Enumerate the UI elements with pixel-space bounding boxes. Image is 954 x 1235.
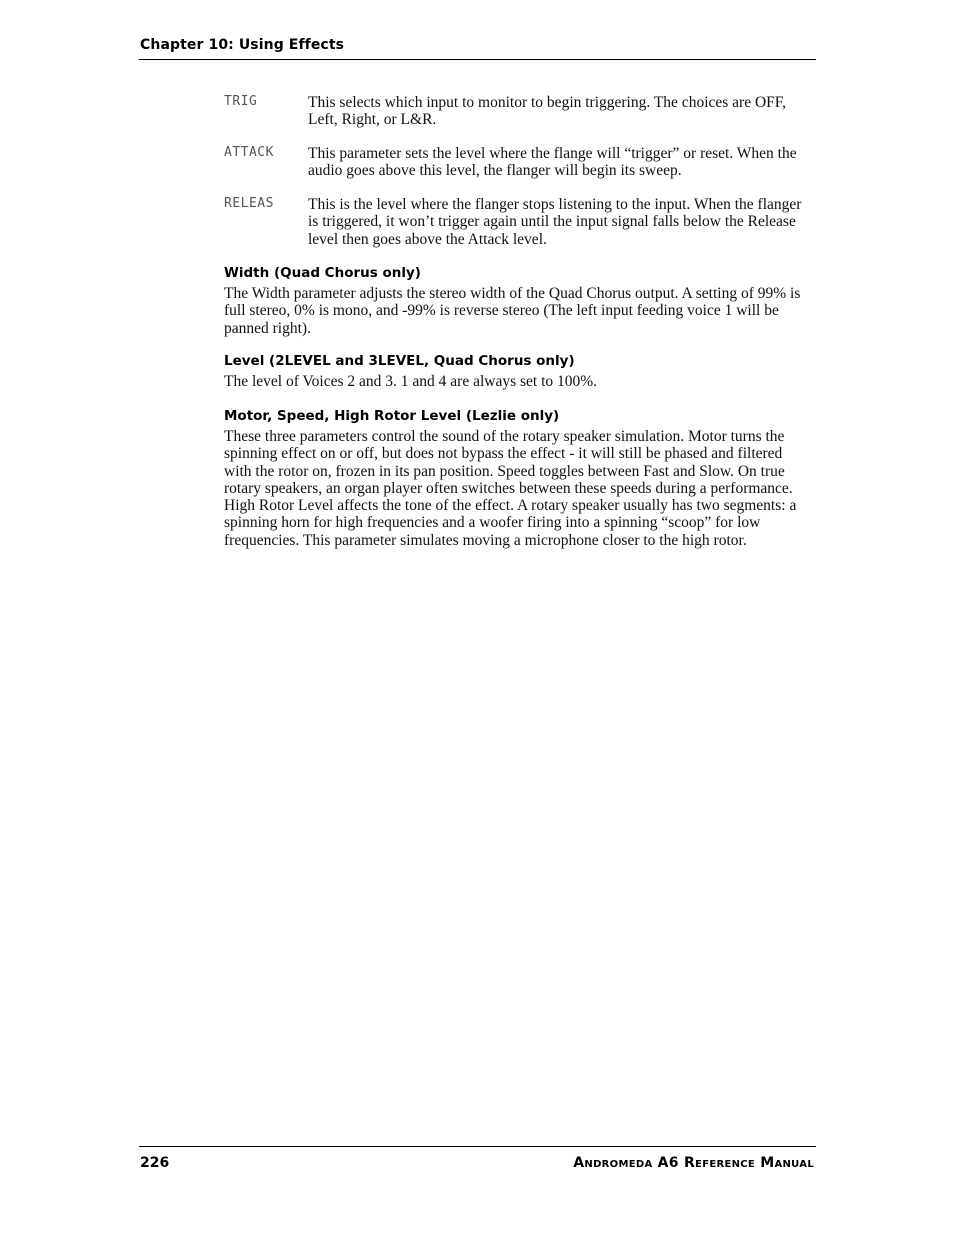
section-body-motor: These three parameters control the sound of the rotary speaker simulation. Motor turns the spinning effect on or off, but does not bypass the effect - it will still be phased and filtered with the rotor on, frozen in its pan position. Speed toggles between Fast and Slow. On true rotary speakers, an organ player often switches between these speeds during a performance. High Rotor Level affects the tone of the effect. A rotary speaker usually has two segments: a spinning horn for high frequencies and a woofer firing into a spinning “scoop” for low frequencies. This parameter simulates moving a microphone closer to the high rotor.	[224, 428, 797, 549]
section-heading-level: Level (2LEVEL and 3LEVEL, Quad Chorus only)	[224, 353, 575, 369]
section-heading-width: Width (Quad Chorus only)	[224, 265, 421, 281]
param-description: This is the level where the flanger stops listening to the input. When the flanger is triggered, it won’t trigger again until the input signal falls below the Release level then goes above the Attack level.	[308, 196, 802, 248]
section-heading-motor: Motor, Speed, High Rotor Level (Lezlie only)	[224, 408, 560, 424]
param-description: This parameter sets the level where the flange will “trigger” or reset. When the audio goes above this level, the flanger will begin its sweep.	[308, 145, 797, 180]
param-name: ATTACK	[224, 145, 274, 160]
manual-title: Andromeda A6 Reference Manual	[573, 1155, 814, 1171]
section-body-width: The Width parameter adjusts the stereo width of the Quad Chorus output. A setting of 99% is full stereo, 0% is mono, and -99% is reverse stereo (The left input feeding voice 1 will be panned right).	[224, 285, 801, 337]
page-number: 226	[140, 1155, 170, 1171]
param-name: TRIG	[224, 94, 258, 109]
footer-rule	[139, 1146, 816, 1147]
section-body-level: The level of Voices 2 and 3. 1 and 4 are always set to 100%.	[224, 373, 598, 390]
chapter-title: Chapter 10: Using Effects	[140, 37, 345, 53]
header-rule	[139, 59, 816, 60]
param-name: RELEAS	[224, 196, 274, 211]
param-description: This selects which input to monitor to begin triggering. The choices are OFF, Left, Right, or L&R.	[308, 94, 787, 129]
